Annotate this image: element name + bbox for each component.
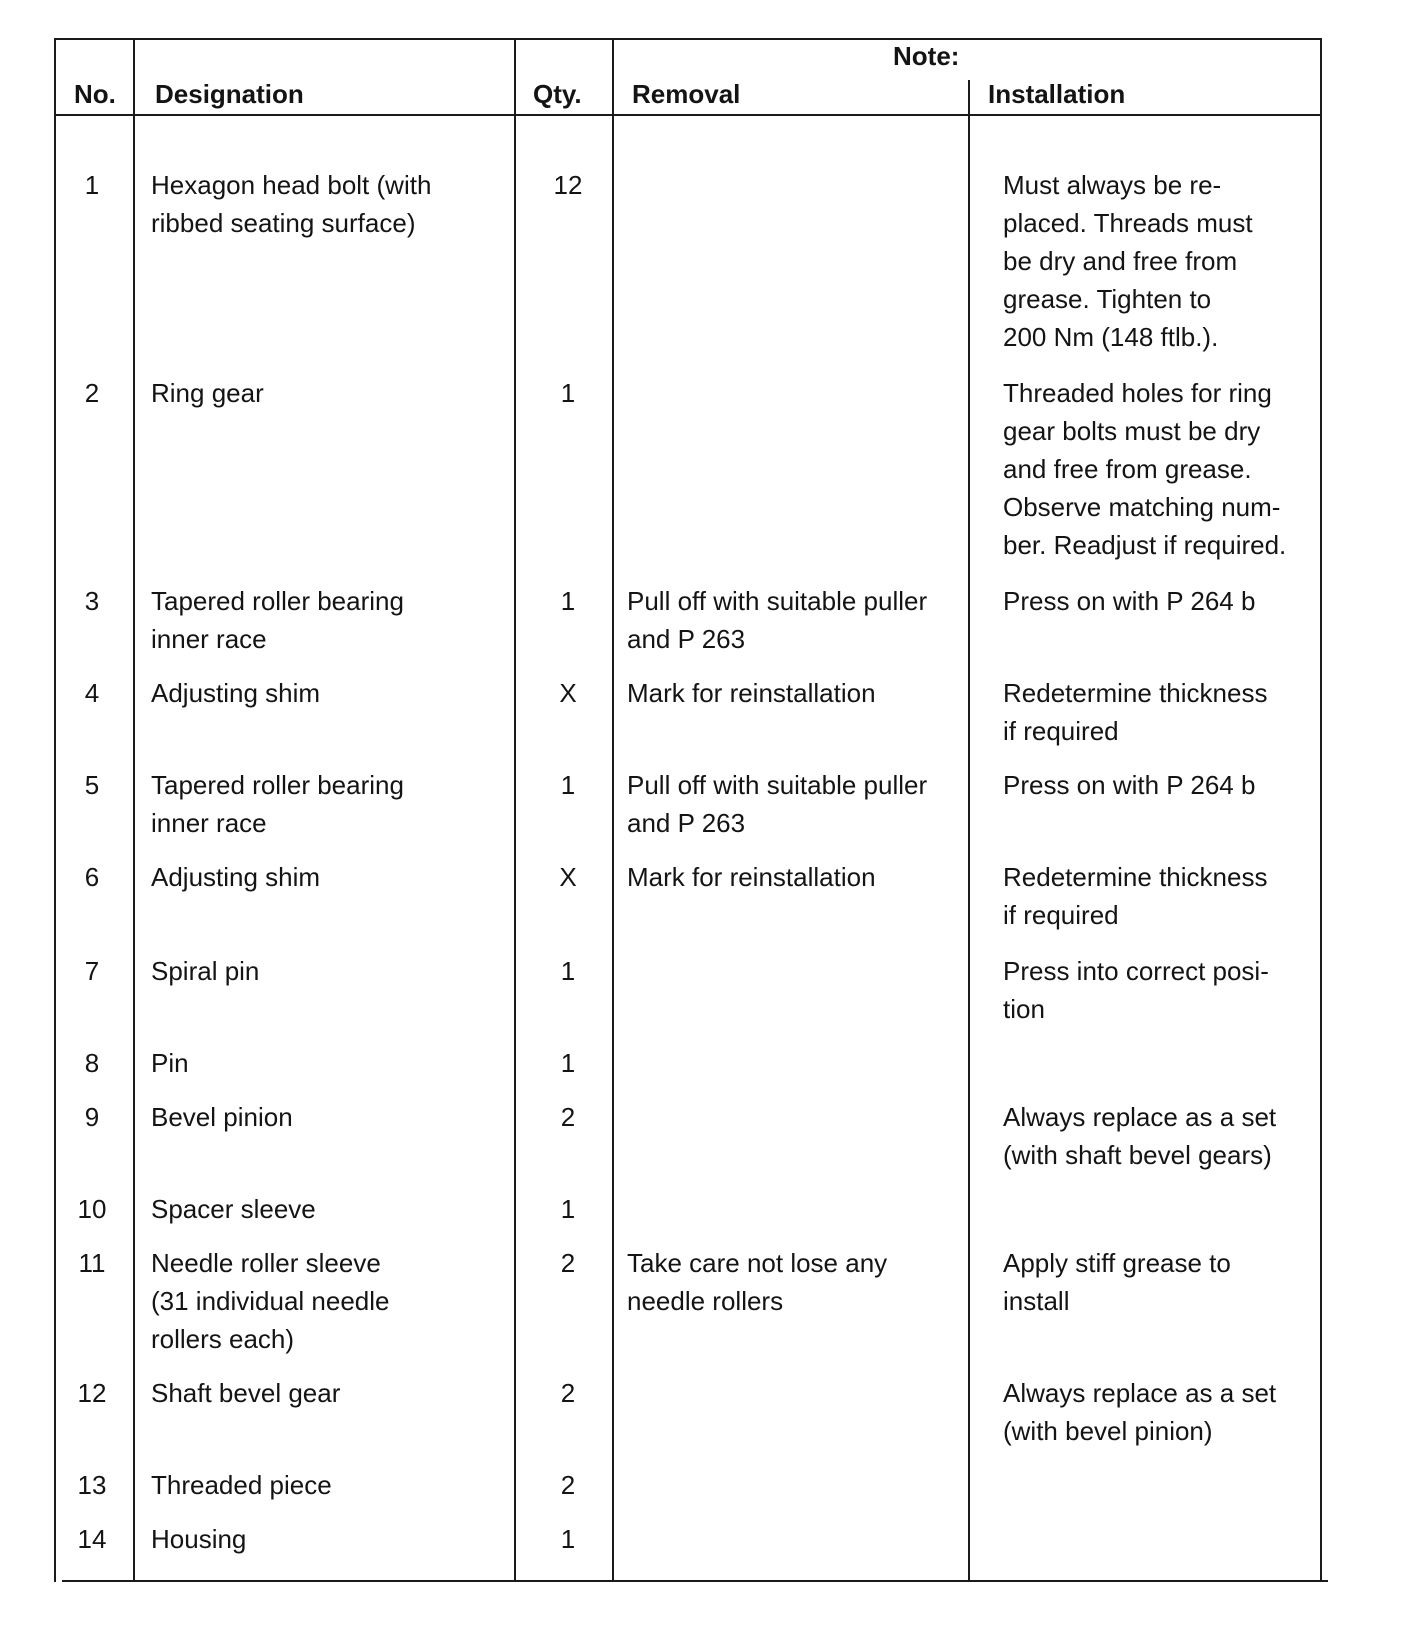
qty-value: 2 (560, 1378, 576, 1408)
designation-text: Hexagon head bolt (with (151, 170, 432, 200)
designation-text: Tapered roller bearing (151, 586, 404, 616)
designation-text: Spiral pin (151, 956, 260, 986)
qty-value: X (559, 678, 577, 708)
removal-note: Take care not lose any (627, 1248, 888, 1278)
removal-note: Mark for reinstallation (627, 862, 876, 892)
header-designation: Designation (155, 79, 304, 109)
row-number: 4 (84, 678, 100, 708)
qty-value: 1 (560, 770, 576, 800)
row-number: 9 (84, 1102, 100, 1132)
installation-note: Press on with P 264 b (1003, 586, 1256, 616)
removal-note: and P 263 (627, 808, 746, 838)
designation-text: Housing (151, 1524, 247, 1554)
installation-note: Threaded holes for ring (1003, 378, 1272, 408)
installation-note: (with shaft bevel gears) (1003, 1140, 1272, 1170)
header-removal: Removal (632, 79, 741, 109)
designation-text: Adjusting shim (151, 862, 321, 892)
designation-text: Tapered roller bearing (151, 770, 404, 800)
qty-value: 2 (560, 1470, 576, 1500)
installation-note: placed. Threads must (1003, 208, 1253, 238)
installation-note: gear bolts must be dry (1003, 416, 1261, 446)
installation-note: grease. Tighten to (1003, 284, 1212, 314)
row-number: 12 (77, 1378, 107, 1408)
table-left-border (54, 38, 56, 1582)
installation-note: ber. Readjust if required. (1003, 530, 1287, 560)
installation-note: Always replace as a set (1003, 1102, 1277, 1132)
installation-note: Redetermine thickness (1003, 678, 1268, 708)
qty-value: 2 (560, 1248, 576, 1278)
header-note: Note: (893, 41, 960, 71)
removal-note: Pull off with suitable puller (627, 586, 928, 616)
designation-text: Needle roller sleeve (151, 1248, 381, 1278)
qty-value: 1 (560, 586, 576, 616)
designation-text: ribbed seating surface) (151, 208, 416, 238)
designation-text: inner race (151, 624, 267, 654)
row-number: 7 (84, 956, 100, 986)
designation-text: Pin (151, 1048, 189, 1078)
designation-text: inner race (151, 808, 267, 838)
designation-text: Threaded piece (151, 1470, 332, 1500)
qty-value: 12 (553, 170, 583, 200)
table-bottom-border (62, 1580, 1328, 1582)
row-number: 6 (84, 862, 100, 892)
installation-note: Press on with P 264 b (1003, 770, 1256, 800)
qty-value: 1 (560, 1048, 576, 1078)
table-top-border (54, 38, 1322, 40)
row-number: 3 (84, 586, 100, 616)
removal-note: Mark for reinstallation (627, 678, 876, 708)
qty-value: 1 (560, 1524, 576, 1554)
divider-no-designation (133, 38, 135, 1582)
installation-note: 200 Nm (148 ftlb.). (1003, 322, 1219, 352)
installation-note: if required (1003, 716, 1119, 746)
table-right-border (1320, 38, 1322, 1582)
divider-designation-qty (514, 38, 516, 1582)
designation-text: Spacer sleeve (151, 1194, 316, 1224)
removal-note: Pull off with suitable puller (627, 770, 928, 800)
installation-note: be dry and free from (1003, 246, 1238, 276)
designation-text: (31 individual needle (151, 1286, 390, 1316)
row-number: 13 (77, 1470, 107, 1500)
qty-value: 1 (560, 1194, 576, 1224)
installation-note: Redetermine thickness (1003, 862, 1268, 892)
divider-removal-installation (968, 80, 970, 1582)
installation-note: Must always be re- (1003, 170, 1222, 200)
installation-note: Observe matching num- (1003, 492, 1281, 522)
designation-text: Adjusting shim (151, 678, 321, 708)
removal-note: and P 263 (627, 624, 746, 654)
row-number: 1 (84, 170, 100, 200)
header-qty: Qty. (533, 79, 582, 109)
row-number: 2 (84, 378, 100, 408)
installation-note: and free from grease. (1003, 454, 1252, 484)
designation-text: Shaft bevel gear (151, 1378, 341, 1408)
header-bottom-border (54, 114, 1322, 116)
installation-note: (with bevel pinion) (1003, 1416, 1213, 1446)
divider-qty-removal (612, 38, 614, 1582)
header-no: No. (74, 79, 116, 109)
row-number: 11 (78, 1248, 106, 1278)
installation-note: install (1003, 1286, 1070, 1316)
designation-text: Bevel pinion (151, 1102, 293, 1132)
installation-note: tion (1003, 994, 1045, 1024)
removal-note: needle rollers (627, 1286, 784, 1316)
row-number: 10 (77, 1194, 107, 1224)
header-installation: Installation (988, 79, 1126, 109)
installation-note: if required (1003, 900, 1119, 930)
designation-text: Ring gear (151, 378, 264, 408)
installation-note: Always replace as a set (1003, 1378, 1277, 1408)
designation-text: rollers each) (151, 1324, 295, 1354)
qty-value: X (559, 862, 577, 892)
qty-value: 1 (560, 378, 576, 408)
installation-note: Press into correct posi- (1003, 956, 1269, 986)
qty-value: 2 (560, 1102, 576, 1132)
row-number: 5 (84, 770, 100, 800)
row-number: 14 (77, 1524, 107, 1554)
row-number: 8 (84, 1048, 100, 1078)
qty-value: 1 (560, 956, 576, 986)
installation-note: Apply stiff grease to (1003, 1248, 1231, 1278)
